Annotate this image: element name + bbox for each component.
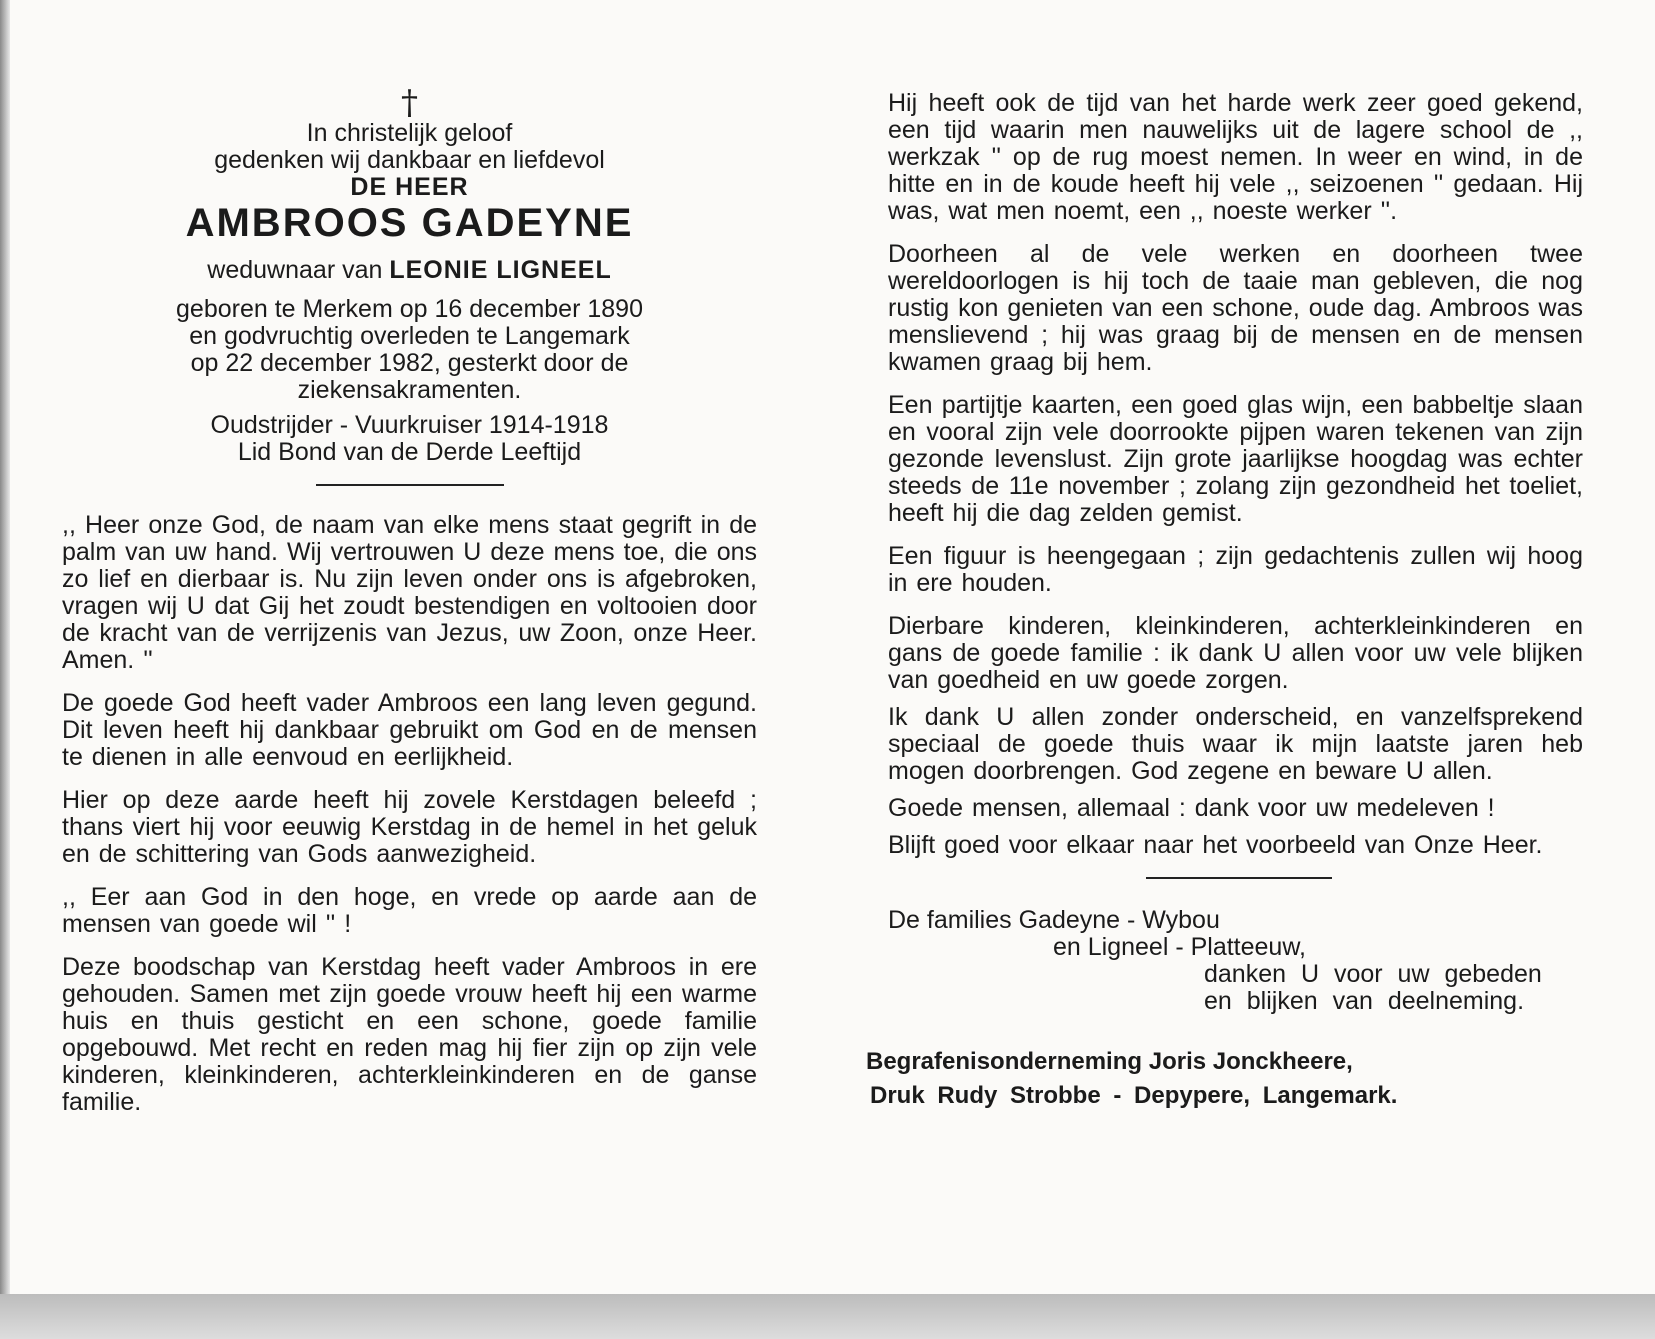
left-column: [62, 83, 757, 1132]
scan-bottom-band: [0, 1294, 1655, 1339]
birth-line-4: ziekensakramenten.: [297, 376, 522, 404]
birth-line-1: geboren te Merkem op 16 december 1890: [176, 295, 643, 323]
right-paragraph-7: Goede mensen, allemaal : dank voor uw medeleven !: [888, 794, 1495, 822]
spouse-name: LEONIE LIGNEEL: [389, 256, 612, 284]
title-de-heer: DE HEER: [350, 173, 469, 201]
left-paragraph-2: De goede God heeft vader Ambroos een lang leven gegund. Dit leven heeft hij dankbaar gebruikt om God en de mensen te dienen in alle eenvoud en eerlijkheid.: [62, 689, 757, 771]
right-paragraph-5: Dierbare kinderen, kleinkinderen, achterkleinkinderen en gans de goede familie : ik dank U allen voor uw vele blijken van goedheid en uw goede zorgen.: [888, 612, 1583, 694]
card-edge-shadow: [0, 0, 10, 1294]
veteran-line-2: Lid Bond van de Derde Leeftijd: [237, 438, 582, 466]
families-line-2: en Ligneel - Platteeuw,: [1053, 933, 1306, 961]
widower-prefix: weduwnaar van: [207, 256, 383, 284]
printer-line: Druk Rudy Strobbe - Depypere, Langemark.: [870, 1082, 1398, 1109]
divider-rule: [316, 484, 504, 486]
intro-line-1: In christelijk geloof: [306, 119, 513, 147]
intro-line-2: gedenken wij dankbaar en liefdevol: [214, 146, 605, 174]
left-paragraph-4: ,, Eer aan God in den hoge, en vrede op aarde aan de mensen van goede wil '' !: [62, 883, 757, 938]
cross-icon: †: [401, 83, 418, 123]
right-column: [866, 89, 1583, 1113]
right-paragraph-2: Doorheen al de vele werken en doorheen twee wereldoorlogen is hij toch de taaie man gebleven, die nog rustig kon genieten van een schone, oude dag. Ambroos was menslievend ; hij was graag bij de mensen en de mensen kwamen graag bij hem.: [888, 240, 1583, 376]
birth-line-2: en godvruchtig overleden te Langemark: [189, 322, 630, 350]
right-paragraph-6: Ik dank U allen zonder onderscheid, en vanzelfsprekend speciaal de goede thuis waar ik mijn laatste jaren heb mogen doorbrengen. God zegene en beware U allen.: [888, 703, 1583, 785]
right-paragraph-4: Een figuur is heengegaan ; zijn gedachtenis zullen wij hoog in ere houden.: [888, 542, 1583, 597]
widower-line: [62, 257, 757, 284]
birth-line-3: op 22 december 1982, gesterkt door de: [190, 349, 629, 377]
divider-rule-right: [1146, 877, 1332, 879]
families-line-3: danken U voor uw gebeden: [1204, 960, 1542, 988]
veteran-line-1: Oudstrijder - Vuurkruiser 1914-1918: [210, 411, 609, 439]
left-paragraph-3: Hier op deze aarde heeft hij zovele Kerstdagen beleefd ; thans viert hij voor eeuwig Kerstdag in de hemel in het geluk en de schittering van Gods aanwezigheid.: [62, 786, 757, 868]
right-paragraph-3: Een partijtje kaarten, een goed glas wijn, een babbeltje slaan en vooral zijn vele doorrookte pijpen waren tekenen van zijn gezonde levenslust. Zijn grote jaarlijkse hoogdag was echter steeds de 11e november ; zolang zijn gezondheid het toeliet, heeft hij die dag zelden gemist.: [888, 391, 1583, 527]
families-line-1: De families Gadeyne - Wybou: [888, 906, 1220, 934]
left-paragraph-5: Deze boodschap van Kerstdag heeft vader Ambroos in ere gehouden. Samen met zijn goede vrouw heeft hij een warme huis en thuis gesticht en een schone, goede familie opgebouwd. Met recht en reden mag hij fier zijn op zijn vele kinderen, kleinkinderen, achterkleinkinderen en de ganse familie.: [62, 953, 757, 1116]
prayer-paragraph: ,, Heer onze God, de naam van elke mens staat gegrift in de palm van uw hand. Wij vertrouwen U deze mens toe, die ons zo lief en dierbaar is. Nu zijn leven onder ons is afgebroken, vragen wij U dat Gij het zoudt bestendigen en voltooien door de kracht van de verrijzenis van Jezus, uw Zoon, onze Heer. Amen. '': [62, 511, 757, 674]
right-paragraph-1: Hij heeft ook de tijd van het harde werk zeer goed gekend, een tijd waarin men nauwelijks uit de lagere school de ,, werkzak '' op de rug moest nemen. In weer en wind, in de hitte en in de koude heeft hij vele ,, seizoenen '' gedaan. Hij was, wat men noemt, een ,, noeste werker ''.: [888, 89, 1583, 225]
deceased-name: AMBROOS GADEYNE: [185, 201, 634, 245]
right-paragraph-8: Blijft goed voor elkaar naar het voorbeeld van Onze Heer.: [888, 831, 1543, 859]
imprint: [866, 1045, 1583, 1113]
undertaker-line: Begrafenisonderneming Joris Jonckheere,: [866, 1048, 1353, 1075]
families-line-4: en blijken van deelneming.: [1204, 987, 1525, 1015]
